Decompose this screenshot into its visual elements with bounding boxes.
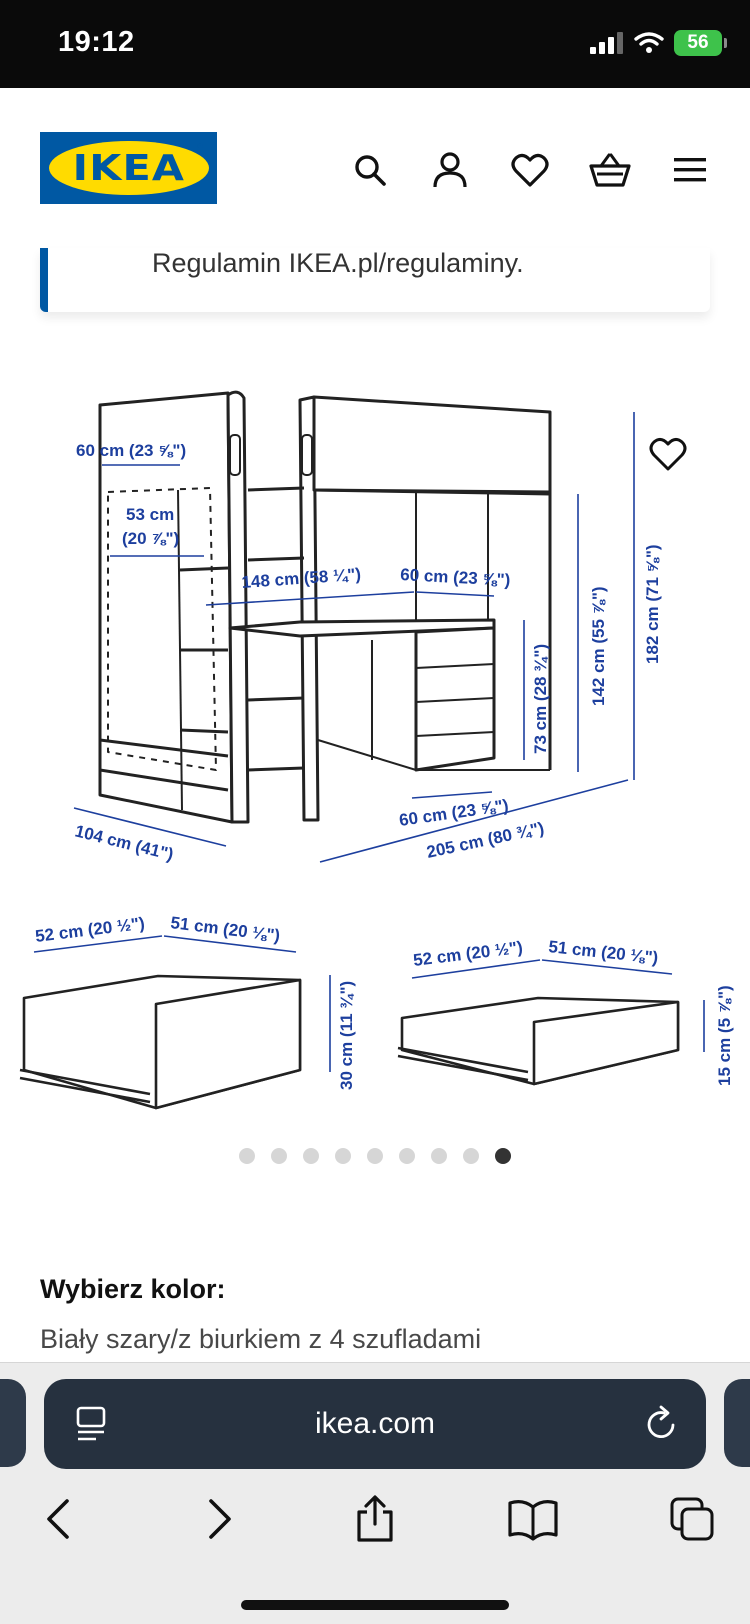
dim-label: (20 ⅞") — [122, 529, 180, 548]
account-button[interactable] — [428, 148, 472, 192]
dim-label: 182 cm (71 ⅝") — [643, 544, 662, 664]
ikea-logo[interactable] — [40, 132, 217, 204]
wishlist-button[interactable] — [508, 148, 552, 192]
carousel-dot[interactable] — [399, 1148, 415, 1164]
color-title: Wybierz kolor: — [40, 1274, 226, 1304]
dim-label: 104 cm (41") — [73, 821, 176, 865]
carousel-dots — [0, 1148, 750, 1168]
url-bar[interactable] — [44, 1379, 706, 1469]
dim-label: 15 cm (5 ⅞") — [715, 985, 734, 1086]
share-button[interactable] — [345, 1489, 405, 1549]
carousel-dot[interactable] — [239, 1148, 255, 1164]
bookmarks-button[interactable] — [503, 1489, 563, 1549]
basket-button[interactable] — [588, 148, 632, 192]
carousel-dot[interactable] — [463, 1148, 479, 1164]
product-dimensions-diagram — [0, 350, 750, 1120]
dim-label: 30 cm (11 ¾") — [337, 980, 356, 1090]
status-time: 19:12 — [58, 26, 135, 58]
logo-text: IKEA — [72, 147, 185, 189]
previous-tab-edge[interactable] — [0, 1379, 26, 1467]
basket-icon — [589, 152, 631, 188]
search-button[interactable] — [348, 148, 392, 192]
dim-label: 60 cm (23 ⅝") — [76, 441, 187, 460]
site-header — [0, 88, 750, 248]
logo-registered-mark: ® — [197, 142, 203, 151]
carousel-dot[interactable] — [271, 1148, 287, 1164]
url-text[interactable]: ikea.com — [314, 1407, 436, 1440]
status-bar — [0, 0, 750, 88]
heart-icon — [511, 152, 549, 188]
browser-chrome — [0, 1362, 750, 1624]
bookmarks-icon — [507, 1497, 559, 1541]
add-to-wishlist-button[interactable] — [648, 436, 692, 480]
dim-label: 73 cm (28 ¾") — [531, 643, 550, 754]
share-icon — [353, 1494, 397, 1544]
notice-text: Regulamin IKEA.pl/regulaminy. — [152, 248, 524, 278]
battery-level: 56 — [687, 32, 709, 53]
home-indicator[interactable] — [241, 1600, 509, 1610]
status-icons — [590, 30, 722, 56]
carousel-dot[interactable] — [335, 1148, 351, 1164]
dim-label: 53 cm — [126, 505, 175, 524]
carousel-dot[interactable] — [431, 1148, 447, 1164]
dim-label: 51 cm (20 ⅛") — [547, 937, 660, 968]
dim-label: 205 cm (80 ¾") — [424, 818, 546, 862]
notice-box — [40, 248, 710, 312]
account-icon — [432, 151, 468, 189]
carousel-dot[interactable] — [367, 1148, 383, 1164]
drawer-small-drawing — [398, 998, 678, 1084]
carousel-dot[interactable] — [303, 1148, 319, 1164]
forward-button[interactable] — [190, 1489, 250, 1549]
dim-label: 52 cm (20 ½") — [412, 937, 524, 970]
heart-icon — [648, 436, 688, 472]
color-value[interactable]: Biały szary/z biurkiem z 4 szufladami — [40, 1324, 482, 1354]
tabs-button[interactable] — [662, 1489, 722, 1549]
dim-label: 60 cm (23 ⅝") — [397, 795, 510, 830]
menu-icon — [672, 156, 708, 184]
logo-oval — [49, 141, 209, 195]
wifi-icon — [634, 32, 664, 54]
dim-label: 142 cm (55 ⅞") — [589, 586, 608, 706]
dim-label: 51 cm (20 ⅛") — [169, 913, 282, 946]
search-icon — [352, 152, 388, 188]
signal-icon — [590, 32, 624, 54]
menu-button[interactable] — [668, 148, 712, 192]
next-tab-edge[interactable] — [724, 1379, 750, 1467]
dim-label: 52 cm (20 ½") — [34, 913, 146, 946]
reload-icon[interactable] — [642, 1403, 680, 1443]
dim-label: 60 cm (23 ⅝") — [399, 565, 511, 590]
back-button[interactable] — [28, 1489, 88, 1549]
tabs-icon — [669, 1496, 715, 1542]
carousel-dot[interactable] — [495, 1148, 511, 1164]
dim-label: 148 cm (58 ¼") — [240, 564, 362, 592]
drawer-large-drawing — [20, 976, 300, 1108]
battery-indicator — [674, 30, 722, 56]
back-icon — [43, 1497, 73, 1541]
forward-icon — [205, 1497, 235, 1541]
